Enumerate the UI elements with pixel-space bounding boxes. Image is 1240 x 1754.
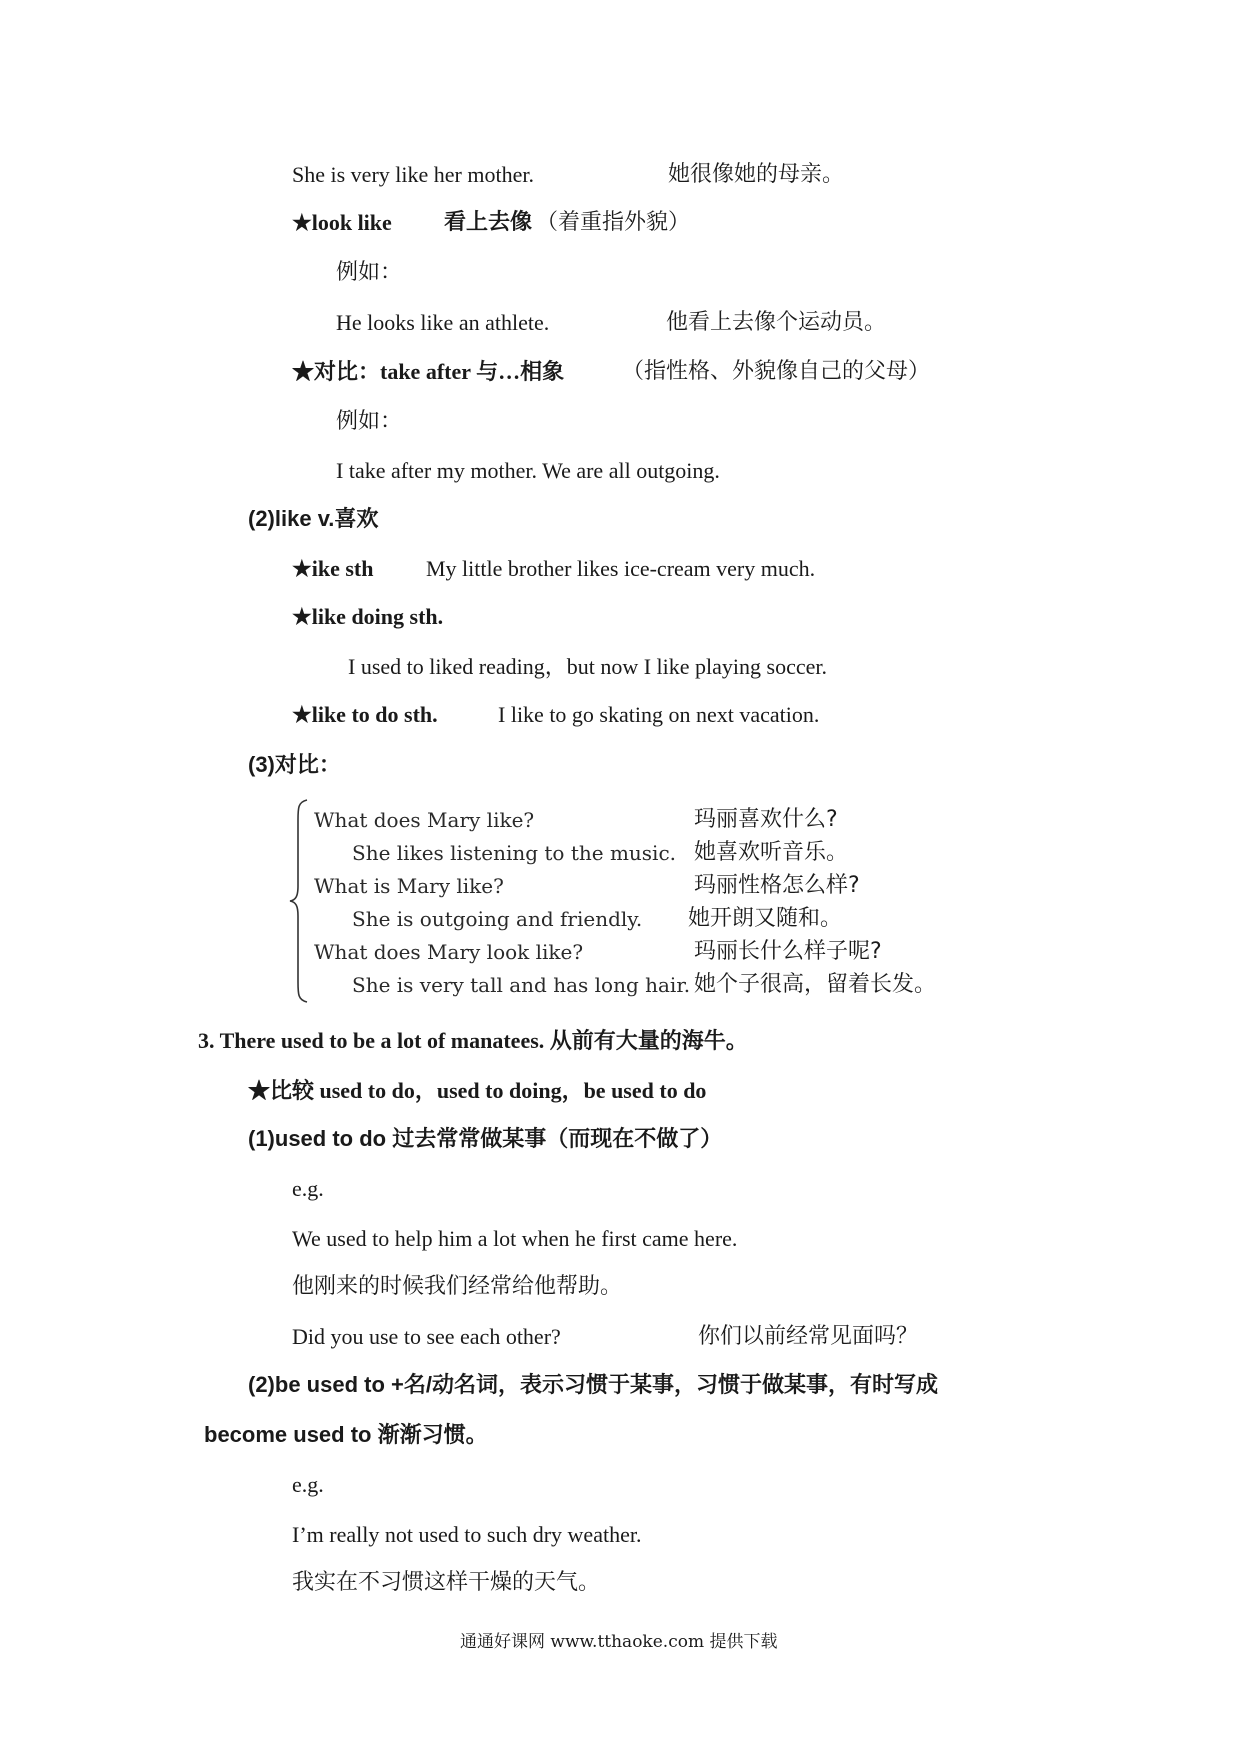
comparison-translation: 她开朗又随和。 [688,906,843,931]
example-sentence: My little brother likes ice-cream very much. [426,556,816,581]
section-heading: (2)be used to +名/动名词，表示习惯于某事，习惯于做某事，有时写成 [248,1372,938,1397]
example-sentence: We used to help him a lot when he first came here. [292,1226,738,1251]
section-heading: (2)like v.喜欢 [248,506,379,531]
comparison-question: What does Mary like? [314,808,535,832]
example-label: 例如： [336,260,403,285]
bullet-heading-meaning: 看上去像 [444,210,533,235]
bullet-heading: ★like to do sth. [292,702,438,727]
comparison-answer: She is outgoing and friendly. [352,907,643,931]
example-label: e.g. [292,1176,324,1201]
example-translation: 他刚来的时候我们经常给他帮助。 [292,1274,623,1299]
curly-brace-icon [288,798,310,1004]
comparison-translation: 她喜欢听音乐。 [694,840,849,865]
section-heading: (3)对比： [248,752,341,777]
example-sentence: I used to liked reading，but now I like playing soccer. [348,654,827,679]
bullet-heading: ★ike sth [292,556,374,581]
comparison-translation: 玛丽长什么样子呢? [694,939,882,964]
bullet-heading: ★比较 used to do，used to doing，be used to do [248,1078,707,1103]
comparison-answer: She likes listening to the music. [352,841,677,865]
bullet-heading: ★like doing sth. [292,604,444,629]
example-translation: 你们以前经常见面吗？ [698,1324,919,1349]
comparison-translation: 她个子很高，留着长发。 [694,972,937,997]
comparison-translation: 玛丽喜欢什么? [694,807,838,832]
bullet-note: （着重指外貌） [536,210,691,235]
comparison-translation: 玛丽性格怎么样? [694,873,860,898]
example-sentence: She is very like her mother. [292,162,534,187]
numbered-heading: 3. There used to be a lot of manatees. 从前有大量的海牛。 [198,1028,748,1053]
example-label: e.g. [292,1472,324,1497]
comparison-answer: She is very tall and has long hair. [352,973,691,997]
example-sentence: He looks like an athlete. [336,310,550,335]
bullet-heading: ★look like [292,210,392,235]
section-heading: (1)used to do 过去常常做某事（而现在不做了） [248,1126,723,1151]
example-sentence: I take after my mother. We are all outgoing. [336,458,720,483]
example-sentence: I’m really not used to such dry weather. [292,1522,642,1547]
example-translation: 我实在不习惯这样干燥的天气。 [292,1570,601,1595]
bullet-note: （指性格、外貌像自己的父母） [622,359,931,384]
example-sentence: I like to go skating on next vacation. [498,702,820,727]
page-footer: 通通好课网 www.tthaoke.com 提供下载 [460,1632,778,1652]
example-sentence: Did you use to see each other? [292,1324,561,1349]
example-translation: 他看上去像个运动员。 [666,310,887,335]
comparison-question: What does Mary look like? [314,940,584,964]
section-heading-continued: become used to 渐渐习惯。 [204,1422,488,1447]
bullet-heading: ★对比：take after 与…相象 [292,359,565,384]
comparison-question: What is Mary like? [314,874,504,898]
example-translation: 她很像她的母亲。 [668,162,845,187]
example-label: 例如： [336,409,403,434]
